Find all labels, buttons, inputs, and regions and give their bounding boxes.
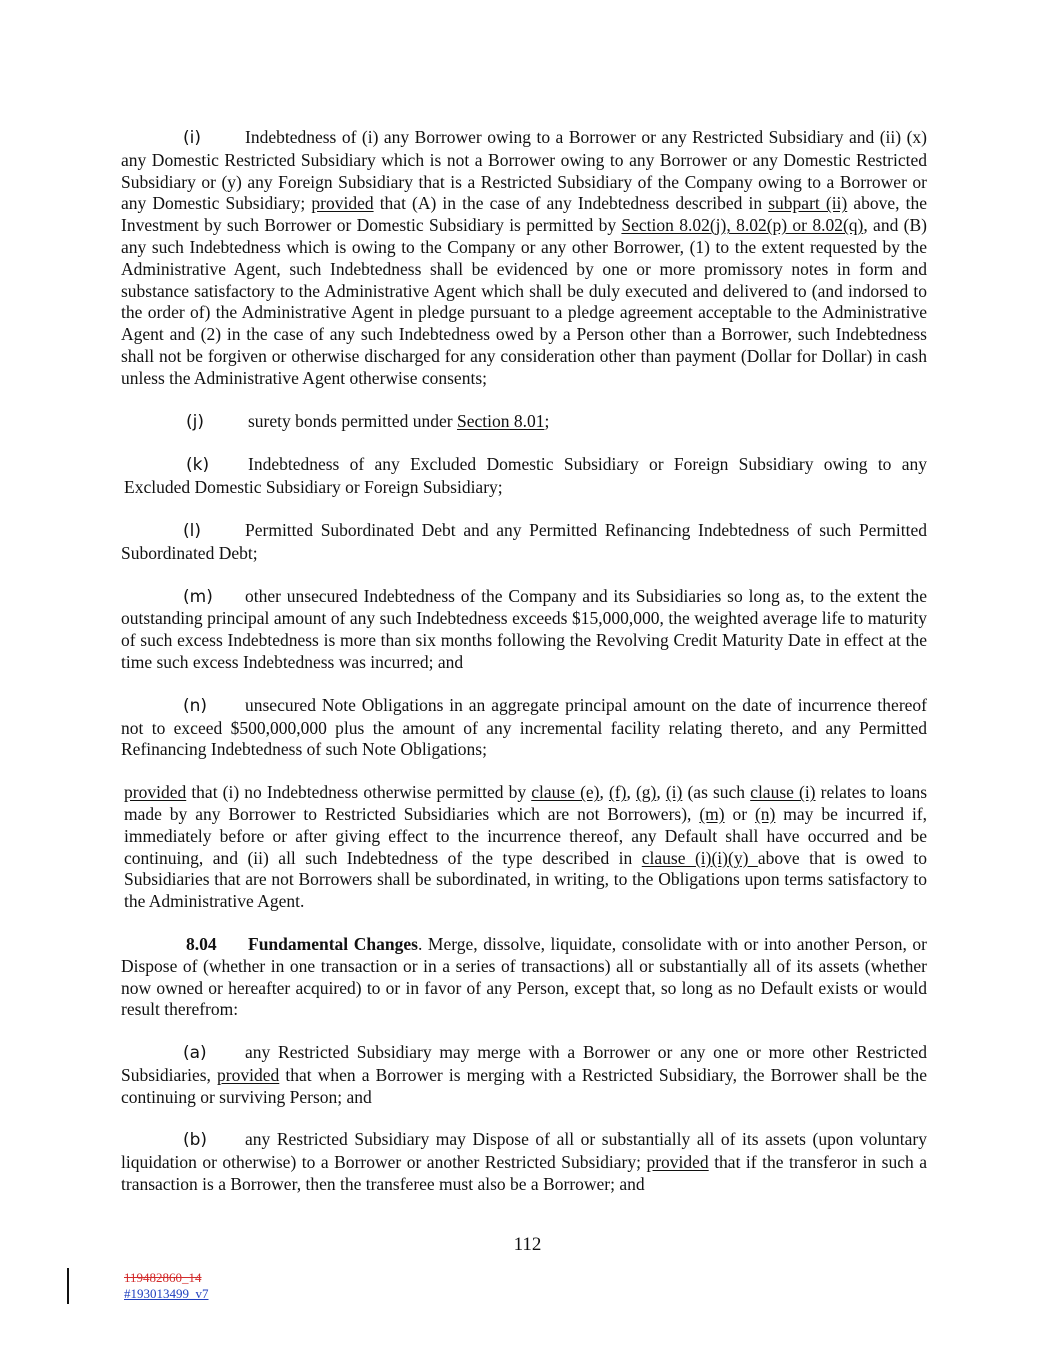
clause-label-b: (b): [183, 1130, 208, 1151]
cross-reference: (i): [665, 782, 683, 803]
underlined-term: provided: [646, 1152, 709, 1173]
clause-label-l: (l): [183, 520, 201, 541]
clause-label-k: (k): [186, 455, 210, 476]
clause-label-m: (m): [183, 586, 213, 607]
cross-reference: (g): [635, 782, 657, 803]
underlined-term: provided: [311, 193, 374, 214]
cross-reference: Section 8.01: [456, 410, 545, 431]
cross-reference: clause (i)(i)(y): [641, 847, 758, 868]
section-number: 8.04: [186, 933, 217, 954]
cross-reference: Section 8.02(j), 8.02(p) or 8.02(q): [621, 215, 864, 236]
paragraph-b: (b) any Restricted Subsidiary may Dispose of all or substantially all of its assets (upon voluntary liquidation or otherwise) to a Borrower or another Restricted Subsidiary; provided that if the transferor in such a transaction is a Borrower, then the transferee must also be a Borrower; and: [121, 1129, 927, 1195]
paragraph-a: (a) any Restricted Subsidiary may merge with a Borrower or any one or more other Restricted Subsidiaries, provided that when a Borrower is merging with a Restricted Subsidiary, the Borrower shall be the continuing or surviving Person; and: [121, 1042, 927, 1107]
paragraph-i: (i) Indebtedness of (i) any Borrower owing to a Borrower or any Restricted Subsidiary and (ii) (x) any Domestic Restricted Subsidiary which is not a Borrower owing to any Borrower or any Domestic Restricted Subsidiary or (y) any Foreign Subsidiary that is a Restricted Subsidiary of the Company owing to a Borrower or any Domestic Subsidiary; provided that (A) in the case of any Indebtedness described in subpart (ii) above, the Investment by such Borrower or Domestic Subsidiary is permitted by Section 8.02(j), 8.02(p) or 8.02(q), and (B) any such Indebtedness which is owing to the Company or any other Borrower, (1) to the extent requested by the Administrative Agent, such Indebtedness shall be evidenced by one or more promissory notes in form and substance satisfactory to the Administrative Agent which shall be duly executed and delivered to (and indorsed to the order of) the Administrative Agent in pledge pursuant to a pledge agreement acceptable to the Administrative Agent and (2) in the case of any such Indebtedness owed by a Person other than a Borrower, such Indebtedness shall not be forgiven or otherwise discharged for any consideration other than payment (Dollar for Dollar) in cash unless the Administrative Agent otherwise consents;: [121, 127, 927, 388]
cross-reference: subpart (ii): [768, 193, 848, 214]
cross-reference: clause (e): [531, 782, 600, 803]
document-page: [121, 127, 927, 1196]
cross-reference: clause (i): [750, 782, 816, 803]
change-bar: [67, 1268, 69, 1304]
paragraph-k: (k) Indebtedness of any Excluded Domestic Subsidiary or Foreign Subsidiary owing to any Excluded Domestic Subsidiary or Foreign Subsidiary;: [124, 454, 927, 498]
cross-reference: (f): [608, 782, 627, 803]
clause-label-j: (j): [186, 411, 204, 432]
proviso-paragraph: provided that (i) no Indebtedness otherwise permitted by clause (e), (f), (g), (i) (as such clause (i) relates to loans made by any Borrower to Restricted Subsidiaries which are not Borrowers), (m) or (n) may be incurred if, immediately before or after giving effect to the incurrence thereof, any Default shall have occurred and be continuing, and (ii) all such Indebtedness of the type described in clause (i)(i)(y) above that is owed to Subsidiaries that are not Borrowers shall be subordinated, in writing, to the Obligations upon terms satisfactory to the Administrative Agent.: [124, 782, 928, 912]
paragraph-l: (l) Permitted Subordinated Debt and any Permitted Refinancing Indebtedness of such Permitted Subordinated Debt;: [121, 519, 927, 563]
section-heading: Fundamental Changes: [248, 933, 418, 954]
section-8-04: 8.04 Fundamental Changes. Merge, dissolve, liquidate, consolidate with or into another Person, or Dispose of (whether in one transaction or in a series of transactions) all or substantially all of its assets (whether now owned or hereafter acquired) to or in favor of any Person, except that, so long as no Default exists or would result therefrom:: [121, 933, 927, 1020]
cross-reference: (m): [699, 803, 725, 824]
paragraph-j: (j) surety bonds permitted under Section 8.01;: [186, 410, 550, 432]
paragraph-m: (m) other unsecured Indebtedness of the Company and its Subsidiaries so long as, to the extent the outstanding principal amount of any such Indebtedness exceeds $15,000,000, the weighted average life to maturity of such excess Indebtedness is more than six months following the Revolving Credit Maturity Date in effect at the time such excess Indebtedness was incurred; and: [121, 585, 927, 672]
inserted-doc-id: #193013499_v7: [124, 1286, 209, 1301]
clause-label-n: (n): [183, 695, 208, 716]
page-number: 112: [513, 1234, 542, 1255]
paragraph-n: (n) unsecured Note Obligations in an aggregate principal amount on the date of incurrence thereof not to exceed $500,000,000 plus the amount of any incremental facility relating thereto, and any Permitted Refinancing Indebtedness of such Note Obligations;: [121, 694, 927, 760]
clause-label-i: (i): [183, 128, 201, 148]
deleted-doc-id: 119482860_14: [124, 1270, 202, 1285]
cross-reference: (n): [754, 803, 776, 824]
underlined-term: provided: [124, 782, 187, 803]
clause-label-a: (a): [183, 1043, 207, 1064]
underlined-term: provided: [217, 1064, 280, 1085]
